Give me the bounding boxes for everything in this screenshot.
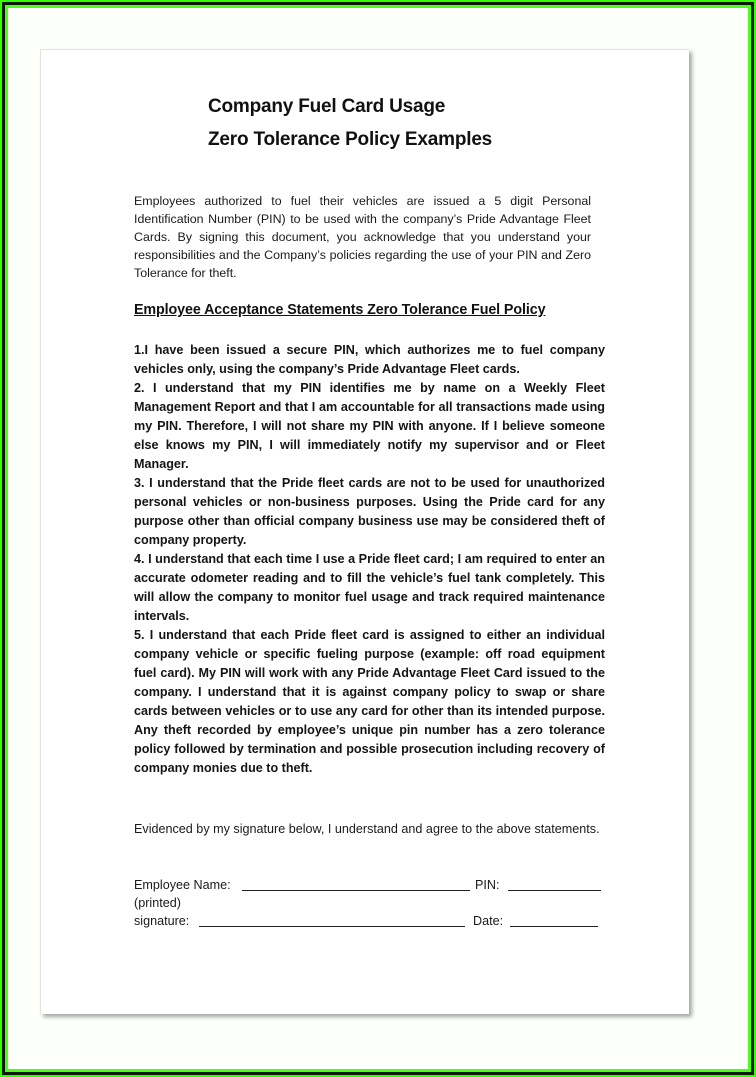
title-line-1: Company Fuel Card Usage <box>208 96 446 117</box>
section-heading: Employee Acceptance Statements Zero Tolerance Fuel Policy <box>134 302 546 318</box>
statement-4: 4. I understand that each time I use a Pride fleet card; I am required to enter an accurate odometer reading and to fill the vehicle’s fuel tank completely. This will allow the company to monitor fuel usage and track required maintenance intervals. <box>134 552 605 623</box>
agreement-paragraph: Evidenced by my signature below, I understand and agree to the above statements. <box>134 822 600 836</box>
employee-name-row <box>134 876 604 894</box>
statement-3: 3. I understand that the Pride fleet cards are not to be used for unauthorized personal vehicles or non-business purposes. Using the Pride card for any purpose other than official company business use may be considered theft of company property. <box>134 476 605 547</box>
signature-label: signature: <box>134 914 190 928</box>
intro-paragraph: Employees authorized to fuel their vehicles are issued a 5 digit Personal Identification Number (PIN) to be used with the company’s Pride Advantage Fleet Cards. By signing this document, you acknowledge that you understand your responsibilities and the Company’s policies regarding the use of your PIN and Zero Tolerance for theft. <box>134 194 591 280</box>
signature-field[interactable] <box>199 926 465 927</box>
date-label: Date: <box>473 914 504 928</box>
employee-name-field[interactable] <box>242 890 470 891</box>
document-title <box>208 90 492 156</box>
signature-row <box>134 912 604 930</box>
statement-1: 1.I have been issued a secure PIN, which authorizes me to fuel company vehicles only, using the company’s Pride Advantage Fleet cards. <box>134 343 605 376</box>
printed-note: (printed) <box>134 896 181 910</box>
statement-2: 2. I understand that my PIN identifies me by name on a Weekly Fleet Management Report and that I am accountable for all transactions made using my PIN. Therefore, I will not share my PIN with anyone. If I believe someone else knows my PIN, I will immediately notify my supervisor and or Fleet Manager. <box>134 381 605 471</box>
employee-name-label: Employee Name: <box>134 878 231 892</box>
title-line-2: Zero Tolerance Policy Examples <box>208 129 493 150</box>
statement-5: 5. I understand that each Pride fleet card is assigned to either an individual company vehicle or specific fueling purpose (example: off road equipment fuel card). My PIN will work with any Pride Advantage Fleet Card issued to the company. I understand that it is against company policy to swap or share cards between vehicles or to use any card for other than its intended purpose. Any theft recorded by employee’s unique pin number has a zero tolerance policy followed by termination and possible prosecution including recovery of company monies due to theft. <box>134 628 605 775</box>
acceptance-statements-list <box>134 341 605 778</box>
date-field[interactable] <box>510 926 598 927</box>
pin-label: PIN: <box>475 878 500 892</box>
pin-field[interactable] <box>508 890 601 891</box>
